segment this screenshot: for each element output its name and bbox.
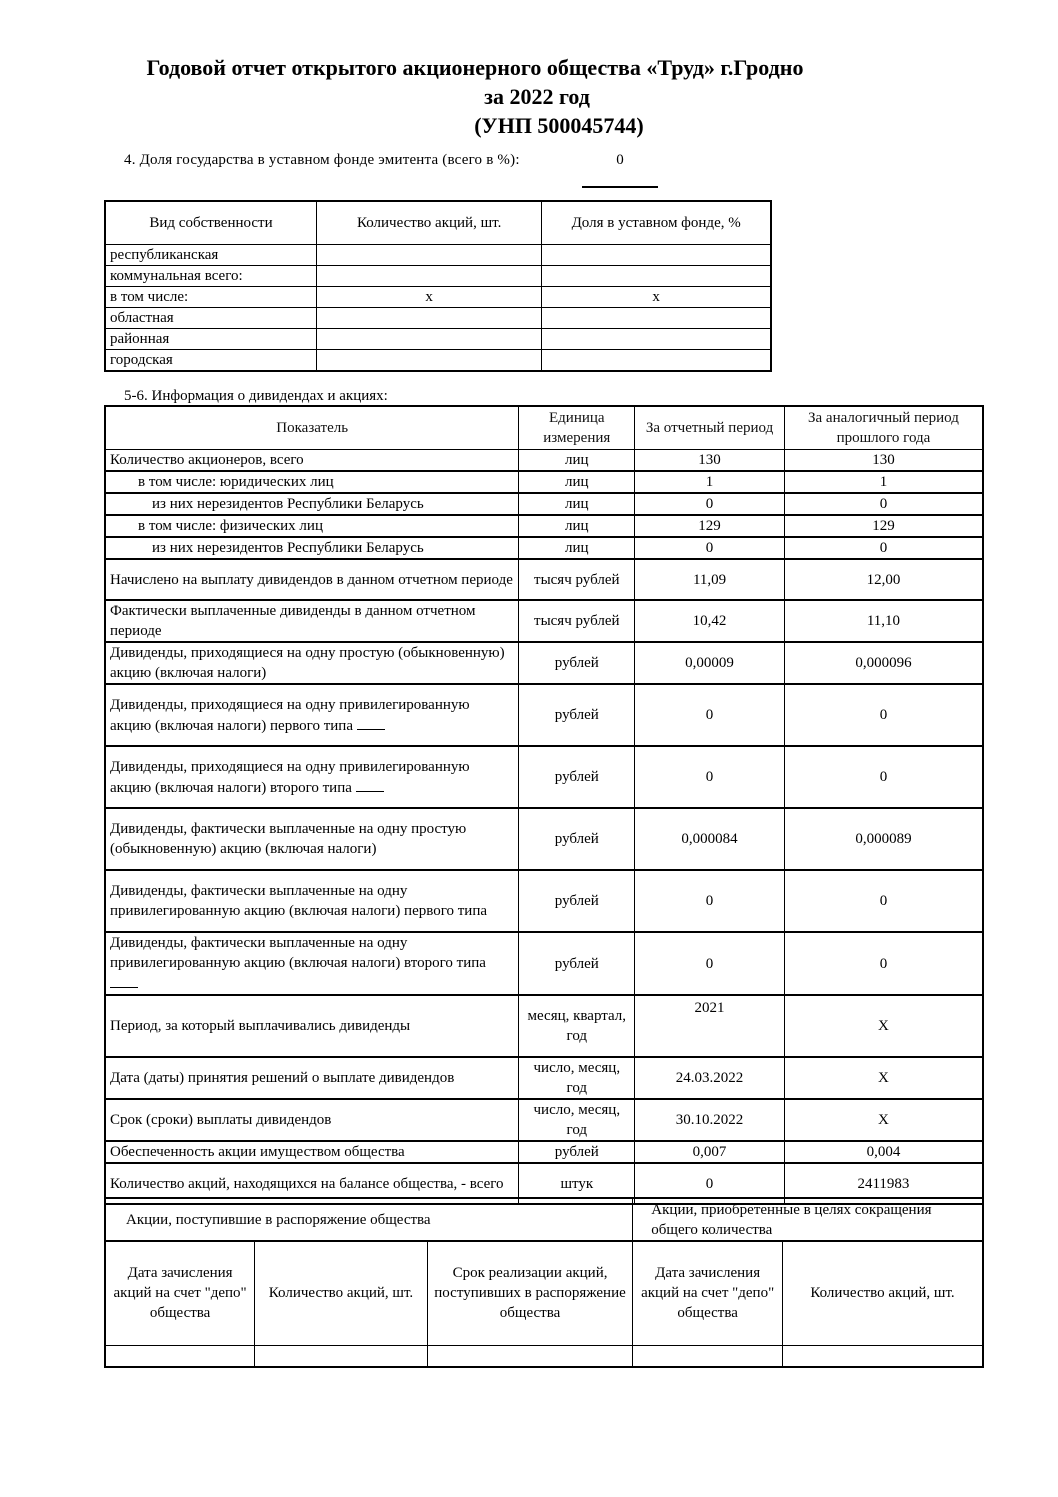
dividends-section-label: 5-6. Информация о дивидендах и акциях: — [124, 388, 388, 404]
unit-cell: лиц — [519, 515, 635, 537]
indicator-cell: Дивиденды, фактически выплаченные на одну привилегированную акцию (включая налоги) первого типа — [105, 870, 519, 932]
table-header-row — [105, 201, 771, 245]
table-cell — [105, 1345, 255, 1367]
table-row — [105, 350, 771, 372]
indicator-cell: из них нерезидентов Республики Беларусь — [105, 493, 519, 515]
share-pct-cell: х — [542, 287, 771, 308]
ownership-type: областная — [105, 308, 317, 329]
state-share-value: 0 — [616, 152, 624, 168]
table-row — [105, 245, 771, 266]
unit-cell: рублей — [519, 684, 635, 746]
unit-cell: штук — [519, 1163, 635, 1204]
table-row — [105, 1345, 983, 1367]
share-pct-cell — [542, 350, 771, 372]
blank-underline — [110, 973, 138, 988]
previous-value: 12,00 — [784, 559, 983, 600]
previous-value: 129 — [784, 515, 983, 537]
previous-value: X — [784, 1057, 983, 1099]
table-row — [105, 684, 983, 746]
indicator-cell: Срок (сроки) выплаты дивидендов — [105, 1099, 519, 1141]
table-row — [105, 471, 983, 493]
previous-value: X — [784, 995, 983, 1057]
unit-cell: лиц — [519, 537, 635, 559]
table-row — [105, 450, 983, 472]
table-row — [105, 746, 983, 808]
ownership-type: республиканская — [105, 245, 317, 266]
table-row — [105, 537, 983, 559]
column-header: Срок реализации акций, поступивших в распоряжение общества — [427, 1241, 633, 1345]
table-row — [105, 995, 983, 1057]
unit-cell: рублей — [519, 746, 635, 808]
unit-cell: тысяч рублей — [519, 559, 635, 600]
indicator-cell: в том числе: физических лиц — [105, 515, 519, 537]
report-title: Годовой отчет открытого акционерного общества «Труд» г.Гродно — [146, 55, 804, 80]
group-header-left: Акции, поступившие в распоряжение общества — [105, 1198, 633, 1241]
shares-cell — [317, 245, 542, 266]
unit-cell: месяц, квартал, год — [519, 995, 635, 1057]
current-value: 1 — [635, 471, 785, 493]
unit-cell: число, месяц, год — [519, 1057, 635, 1099]
column-header: За аналогичный период прошлого года — [784, 406, 983, 450]
column-header: Показатель — [105, 406, 519, 450]
shares-cell — [317, 350, 542, 372]
current-value: 0 — [635, 493, 785, 515]
table-row — [105, 515, 983, 537]
table-row — [105, 308, 771, 329]
unit-cell: лиц — [519, 493, 635, 515]
state-share-label: 4. Доля государства в уставном фонде эмитента (всего в %): — [124, 152, 520, 168]
table-row — [105, 329, 771, 350]
indicator-cell: Фактически выплаченные дивиденды в данном отчетном периоде — [105, 600, 519, 642]
previous-value: 130 — [784, 450, 983, 472]
current-value: 0,00009 — [635, 642, 785, 684]
current-value: 0 — [635, 870, 785, 932]
indicator-cell — [105, 932, 519, 995]
unit-cell: число, месяц, год — [519, 1099, 635, 1141]
shares-disposal-table — [104, 1197, 984, 1368]
indicator-cell: Дивиденды, фактически выплаченные на одну простую (обыкновенную) акцию (включая налоги) — [105, 808, 519, 870]
share-pct-cell — [542, 266, 771, 287]
table-group-header-row — [105, 1198, 983, 1241]
table-row — [105, 1099, 983, 1141]
indicator-cell: Количество акционеров, всего — [105, 450, 519, 472]
blank-underline — [357, 715, 385, 730]
column-header: За отчетный период — [635, 406, 785, 450]
table-cell — [255, 1345, 428, 1367]
group-header-right: Акции, приобретенные в целях сокращения общего количества — [633, 1198, 983, 1241]
table-row — [105, 642, 983, 684]
ownership-type: городская — [105, 350, 317, 372]
previous-value: 0 — [784, 746, 983, 808]
previous-value: 0 — [784, 493, 983, 515]
current-value: 10,42 — [635, 600, 785, 642]
ownership-type: районная — [105, 329, 317, 350]
column-header: Доля в уставном фонде, % — [542, 201, 771, 245]
indicator-cell: из них нерезидентов Республики Беларусь — [105, 537, 519, 559]
table-cell — [427, 1345, 633, 1367]
column-header: Количество акций, шт. — [317, 201, 542, 245]
table-row — [105, 808, 983, 870]
report-unp: (УНП 500045744) — [474, 113, 644, 138]
indicator-text: Дивиденды, фактически выплаченные на одну привилегированную акцию (включая налоги) второго типа — [110, 935, 486, 971]
shares-cell — [317, 266, 542, 287]
indicator-cell: в том числе: юридических лиц — [105, 471, 519, 493]
table-row — [105, 870, 983, 932]
indicator-text: Дивиденды, приходящиеся на одну привилегированную акцию (включая налоги) первого типа — [110, 696, 470, 734]
current-value: 0,000084 — [635, 808, 785, 870]
unit-cell: рублей — [519, 1141, 635, 1163]
indicator-cell: Дата (даты) принятия решений о выплате дивидендов — [105, 1057, 519, 1099]
indicator-cell: Дивиденды, приходящиеся на одну простую (обыкновенную) акцию (включая налоги) — [105, 642, 519, 684]
current-value: 11,09 — [635, 559, 785, 600]
previous-value: 2411983 — [784, 1163, 983, 1204]
table-row — [105, 266, 771, 287]
unit-cell: лиц — [519, 471, 635, 493]
current-value: 0,007 — [635, 1141, 785, 1163]
previous-value: 1 — [784, 471, 983, 493]
unit-cell: лиц — [519, 450, 635, 472]
table-row — [105, 287, 771, 308]
column-header: Дата зачисления акций на счет "депо" общества — [105, 1241, 255, 1345]
table-header-row — [105, 406, 983, 450]
table-cell — [633, 1345, 783, 1367]
state-share-underline — [582, 186, 658, 188]
dividends-table — [104, 405, 984, 1205]
current-value: 24.03.2022 — [635, 1057, 785, 1099]
indicator-cell — [105, 684, 519, 746]
shares-cell — [317, 329, 542, 350]
column-header: Количество акций, шт. — [782, 1241, 983, 1345]
unit-cell: рублей — [519, 808, 635, 870]
column-header: Количество акций, шт. — [255, 1241, 428, 1345]
indicator-text: Дивиденды, приходящиеся на одну привилегированную акцию (включая налоги) второго типа — [110, 758, 470, 796]
table-row — [105, 932, 983, 995]
previous-value: 0 — [784, 870, 983, 932]
previous-value: 0,004 — [784, 1141, 983, 1163]
unit-cell: тысяч рублей — [519, 600, 635, 642]
share-pct-cell — [542, 308, 771, 329]
table-cell — [782, 1345, 983, 1367]
report-year: за 2022 год — [484, 84, 590, 109]
blank-underline — [356, 777, 384, 792]
shares-cell: х — [317, 287, 542, 308]
unit-cell: рублей — [519, 870, 635, 932]
indicator-cell: Период, за который выплачивались дивиденды — [105, 995, 519, 1057]
indicator-cell: Начислено на выплату дивидендов в данном отчетном периоде — [105, 559, 519, 600]
current-value: 0 — [635, 746, 785, 808]
current-value: 0 — [635, 1163, 785, 1204]
table-row — [105, 1057, 983, 1099]
current-value: 0 — [635, 537, 785, 559]
table-row — [105, 1141, 983, 1163]
share-pct-cell — [542, 245, 771, 266]
current-value: 0 — [635, 684, 785, 746]
current-value: 130 — [635, 450, 785, 472]
column-header: Единица измерения — [519, 406, 635, 450]
table-header-row — [105, 1241, 983, 1345]
table-row — [105, 493, 983, 515]
ownership-type: коммунальная всего: — [105, 266, 317, 287]
indicator-cell: Обеспеченность акции имуществом общества — [105, 1141, 519, 1163]
unit-cell: рублей — [519, 932, 635, 995]
shares-cell — [317, 308, 542, 329]
indicator-cell — [105, 746, 519, 808]
column-header: Дата зачисления акций на счет "депо" общества — [633, 1241, 783, 1345]
previous-value: 0 — [784, 537, 983, 559]
previous-value: 0 — [784, 684, 983, 746]
current-value: 0 — [635, 932, 785, 995]
share-pct-cell — [542, 329, 771, 350]
table-row — [105, 600, 983, 642]
previous-value: 0 — [784, 932, 983, 995]
column-header: Вид собственности — [105, 201, 317, 245]
indicator-cell: Количество акций, находящихся на балансе общества, - всего — [105, 1163, 519, 1204]
table-row — [105, 559, 983, 600]
previous-value: 11,10 — [784, 600, 983, 642]
previous-value: 0,000089 — [784, 808, 983, 870]
ownership-type: в том числе: — [105, 287, 317, 308]
ownership-table — [104, 200, 772, 372]
previous-value: X — [784, 1099, 983, 1141]
current-value: 129 — [635, 515, 785, 537]
current-value: 2021 — [635, 995, 785, 1057]
previous-value: 0,000096 — [784, 642, 983, 684]
current-value: 30.10.2022 — [635, 1099, 785, 1141]
unit-cell: рублей — [519, 642, 635, 684]
